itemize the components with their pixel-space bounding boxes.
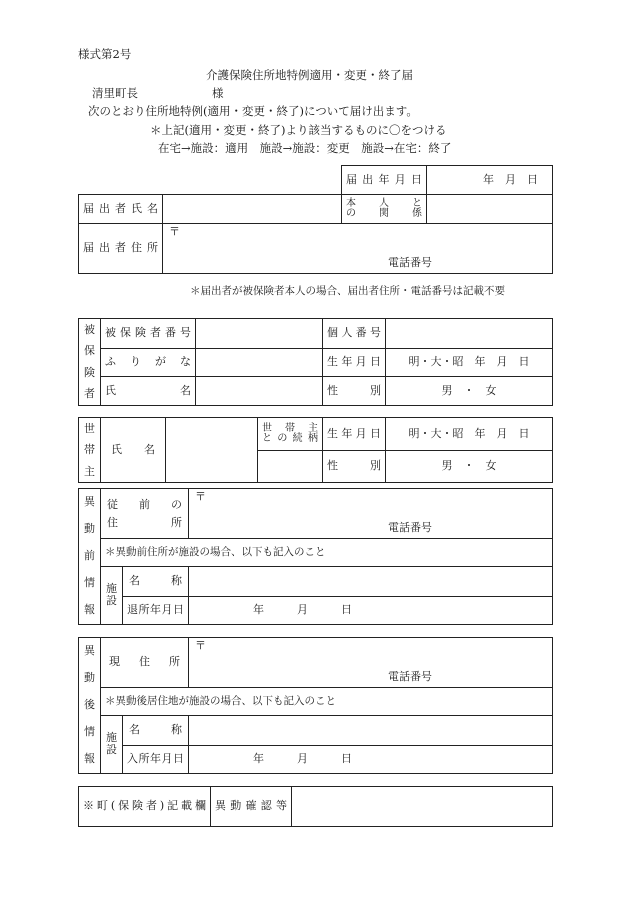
before-date-field[interactable]: 年 月 日 <box>189 596 553 624</box>
relation-field[interactable] <box>427 195 553 224</box>
notifier-note: ＊届出者が被保険者本人の場合、届出者住所・電話番号は記載不要 <box>190 285 505 297</box>
insured-birth-field[interactable]: 明・大・昭 年 月 日 <box>386 348 553 377</box>
insured-name-field[interactable] <box>196 377 323 406</box>
householder-sex-label: 性別 <box>323 451 386 483</box>
furigana-label: ふりがな <box>101 348 196 377</box>
householder-name-field[interactable] <box>166 418 258 483</box>
form-number: 様式第2号 <box>78 47 132 61</box>
insured-sex-label: 性別 <box>323 377 386 406</box>
insured-number-label: 被保険者番号 <box>101 319 196 349</box>
instruction-text: ＊上記(適用・変更・終了)より該当するものに〇をつける <box>150 123 447 137</box>
insured-side-label: 被保険者 <box>79 319 101 406</box>
after-move-table <box>78 637 553 774</box>
before-address-label: 従前の 住所 <box>101 489 189 539</box>
householder-birth-field[interactable]: 明・大・昭 年 月 日 <box>386 418 553 451</box>
before-address-field[interactable] <box>189 489 553 539</box>
after-date-label: 入所年月日 <box>123 745 189 773</box>
householder-sex-field[interactable]: 男 ・ 女 <box>386 451 553 483</box>
householder-name-label: 氏名 <box>101 418 166 483</box>
phone-label: 電話番号 <box>388 256 432 270</box>
office-table <box>78 786 553 827</box>
notifier-address-label: 届出者住所 <box>79 224 163 274</box>
householder-birth-label: 生年月日 <box>323 418 386 451</box>
form-title: 介護保険住所地特例適用・変更・終了届 <box>206 68 413 82</box>
insured-table <box>78 318 553 406</box>
furigana-field[interactable] <box>196 348 323 377</box>
after-facility-label: 施設 <box>101 716 123 774</box>
phone-label: 電話番号 <box>388 521 432 535</box>
notifier-address-field[interactable] <box>163 224 553 274</box>
notify-date-field[interactable]: 年 月 日 <box>427 166 553 195</box>
insured-name-label: 氏名 <box>101 377 196 406</box>
after-address-field[interactable] <box>189 638 553 688</box>
postal-mark: 〒 <box>169 225 180 238</box>
intro-text: 次のとおり住所地特例(適用・変更・終了)について届け出ます。 <box>88 104 418 118</box>
relation-label: 本人と の関係 <box>342 195 427 224</box>
before-facility-name-label: 名称 <box>123 567 189 597</box>
insured-number-field[interactable] <box>196 319 323 349</box>
before-note: ＊異動前住所が施設の場合、以下も記入のこと <box>101 539 553 567</box>
rule-text: 在宅→施設：適用 施設→施設：変更 施設→在宅：終了 <box>158 141 452 155</box>
before-facility-name-field[interactable] <box>189 567 553 597</box>
honorific: 様 <box>212 86 224 100</box>
postal-mark: 〒 <box>195 490 206 503</box>
before-facility-label: 施設 <box>101 567 123 625</box>
insured-birth-label: 生年月日 <box>323 348 386 377</box>
personal-number-field[interactable] <box>386 319 553 349</box>
householder-table <box>78 417 553 483</box>
after-address-label: 現住所 <box>101 638 189 688</box>
before-side-label: 異動前情報 <box>79 489 101 625</box>
office-use-label: ※町(保険者)記載欄 <box>79 787 211 827</box>
date-table <box>341 165 553 195</box>
addressee: 清里町長 <box>92 86 138 100</box>
notify-date-label: 届出年月日 <box>342 166 427 195</box>
after-facility-name-label: 名称 <box>123 716 189 746</box>
confirm-label: 異動確認等 <box>211 787 292 827</box>
confirm-field[interactable] <box>292 787 553 827</box>
after-side-label: 異動後情報 <box>79 638 101 774</box>
householder-side-label: 世帯主 <box>79 418 101 483</box>
before-date-label: 退所年月日 <box>123 596 189 624</box>
notifier-name-label: 届出者氏名 <box>79 195 163 224</box>
notifier-table <box>78 194 553 274</box>
personal-number-label: 個人番号 <box>323 319 386 349</box>
householder-relation-label: 世帯主 との続柄 <box>258 418 323 451</box>
postal-mark: 〒 <box>195 639 206 652</box>
after-facility-name-field[interactable] <box>189 716 553 746</box>
notifier-name-field[interactable] <box>163 195 342 224</box>
phone-label: 電話番号 <box>388 670 432 684</box>
before-move-table <box>78 488 553 625</box>
after-note: ＊異動後居住地が施設の場合、以下も記入のこと <box>101 688 553 716</box>
after-date-field[interactable]: 年 月 日 <box>189 745 553 773</box>
insured-sex-field[interactable]: 男 ・ 女 <box>386 377 553 406</box>
householder-relation-field[interactable] <box>258 451 323 483</box>
